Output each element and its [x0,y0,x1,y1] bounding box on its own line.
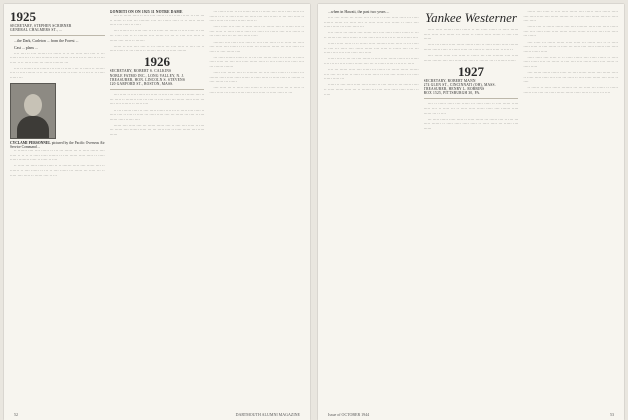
class-year-heading: 1926 [144,54,170,70]
right-column-2 [424,10,519,404]
publication-name: DARTMOUTH ALUMNI MAGAZINE [235,412,300,417]
treasurer-line: TREASURER, HON. LINCOLN S. STEVENS [109,77,186,82]
body-text: ·· ······· ···· ···· ······ ·· ··· ··· ······ ··· ·· ····· ······ ···· ····· ·· ·· ·· ·· ····· ····· ······· ·· ···· ······ ····· ····· ·· ····· ······ ········ ····· ·· ····· ·· ···· [10,149,105,163]
issue-label: Issue of OCTOBER 1944 [328,412,370,417]
body-text: ···· ····· ··· ·· ····· ···· ······ ·· ··· ····· ····· ··· ·· ····· ·· ····· ····· ··· ······ ····· ····· ···· ····· ·· ····· ····· ·· ··· [209,86,305,95]
body-text: ···· ······ ··· ······ ···· ······ ···· ···· ····· ······ ······ ·· ··· ·· ······ ···· ····· ······ ·· ···· ····· ···· ···· ··· ·· ····· ······ ···· [324,31,419,40]
body-text: ····· ···· ······ ···· ·· ········ ··· ···· ····· ······ ·· ······ ··· ······· ····· ····· ····· ······ ·· ····· ····· ·· ····· ····· ·· ······· ·· ···· ······ ··· ······ [209,71,305,85]
body-text: ······ ···· ····· ···· ··· ······ ······ ···· ·· ···· ···· ····· ·· ···· ··· ······ ···· ······· ····· ··· ··· ····· ···· ·· ····· ······ ···· ····· ······ [109,123,205,138]
portrait-photo [10,83,56,139]
left-page [4,4,310,420]
secretary-address: NOBLE FATMO INC., LONG VALLEY, N. J. [109,73,185,78]
page-number: 52 [14,412,18,417]
body-text: ···· ··· ······ ····· ···· ······ ··· ······ ··· ······ ······ ······· ···· ···· ··· ····· ·· ····· ·· ····· ····· ·· ···· ···· ······· ··· ····· ······ ····· ··· [324,68,419,82]
body-text: ····· ····· ···· ····· ·· ·· ····· ······ ···· ····· ······ ·· ····· ····· ······ ···· ··· ······ ·· ···· ···· ···· ······ ····· ···· ······ ·· ····· ····· [523,55,619,70]
body-text: ····· ····· ······· ····· ······ ·· ··· ····· ······ ·· ····· ······ ····· ····· ···· ······ ··· ······ ·· ······ ····· ······ ·· ···· ···· ······ [423,28,519,42]
photo-caption-text: pictured by the Pacific Overseas Air Service Command ... [10,140,105,149]
body-text: ···· ······ ······ ······ ····· ··· ···· ······ ······ ···· ······ ····· ·· ····· ····· ····· ···· ···· ··· ····· ·· ···· ····· ······ ···· ····· ·· ···· [523,71,619,85]
right-page [318,4,624,420]
right-page-footer [328,412,614,417]
body-text: ······ ···· ·· ··· ··· ···· ······ ·· ···· ····· ······ ······ ··· ······ ···· ··· ··· ···· ······ ······ ···· ··· ·· ······ ····· ·· ···· ·· ····· [324,57,419,66]
body-text: ······ ·· ···· ···· ···· ·· ··· ······ ··· ···· ····· ·· ···· ··· ·· ····· ······ ·· ··· ······ ·· ······· ···· ·· ·· ····· ······· [109,44,205,54]
secretary-line: SECRETARY, ROBERT MANN [423,78,476,83]
body-text: ····· ··· ······ ····· ······ ······ ····· ·· ····· ······ ····· ······· ······ ······ ····· ·· ······ ····· ··· ······ ·· ····· ····· ·· ···· ·· [423,43,519,52]
treasurer-line: TREASURER, HENRY L. ROBBINS [423,87,485,92]
secretary-line: SECRETARY, ROBERT S. CALKINS [109,69,172,74]
left-column-3 [209,10,304,404]
body-text: ···· ····· ·· ···· ······ ··· ····· ·· ···· ···· ····· ··· ······ ···· ·· ··· ····· ·· ········ ···· ··· ···· ·· ···· ····· ··· ······ ····· ····· ··· ···· ···· ······· ·· ····· ···· [109,93,205,107]
body-text: ···· ·· ······· ···· ······· ··· ···· ·· ····· · ··· ·· ······ ·· ······· ···· ·· ···· ······· ·· ·· ··· ···· ···· ···· ·· ····· ·· ·· ··· ·· ·· ····· ······ ··· [10,66,105,81]
body-text: ······ ·· ···· ····· ····· ····· ······ ·· ···· ····· ·· ··· ······ ····· ·· ····· ······ ····· ··· ·· ······· ··· ···· ····· ····· ····· ······ ·· ····· [324,83,419,97]
treasurer-address: 120 GARFORD ST., BOSTON, MASS. [109,82,174,87]
body-text: ···· ···· ······ ··· ······ ···· ·· ···· ·· ····· ····· ····· ··· ····· ······· ······ ··· ····· ···· ·· ····· ····· ···· ······ ·· ····· ···· ······ ····· ··· ····· ····· ··· [324,16,419,30]
body-text: ···· ·· ······ ····· ···· ······ ··· ····· ····· ·· ···· ······ ····· ····· ···· ·· ····· ··· ·· ····· ····· ······ ····· ···· ······· ····· ······ ··· ·· ···· [423,102,519,116]
body-text: ·· ······ ·· ····· ······ ········ ··· ··· ····· ··· ······ ·· ······ ······ ···· ···· ··· ····· ······ ······ ····· ····· ·· ····· ··· ···· [523,86,619,95]
secretary-line: SECRETARY, STEPHEN SCRIBNER [10,24,72,28]
body-text: ···· ······ ····· ···· ····· ·· ······ ··· ···· ········ ···· ····· ······ ······· ···· ···· ····· ···· ····· ·· ······· ··· ·· ······· ······ [423,53,519,63]
secretary-address: 274 GLEN ST., CINCINNATI (OH), MASS. [423,82,496,87]
body-text: ·· ··· ······· ····· ·· ···· ····· ······ ···· ··· ·· ····· ···· ····· ·· ····· ···· ·· ···· ·· ····· ··· ····· ····· ···· ··· ······ ··· ···· ·· ···· ······ ····· ······ ···· [109,108,205,122]
body-text: ··· ····· ······ ····· ····· ·· ····· ······ ··· ······ ···· ·· ···· ··· ····· ······· ·· ····· ····· ····· ····· ·· ····· ····· ··· ······ ···· ······ [423,117,519,131]
paragraph: ...when in Hawaii, the past two years ... [328,10,390,14]
photo-caption [10,141,105,149]
body-text: ····· ····· ···· ···· ·· ····· ····· ··· ······ ···· ·· ······ ···· ·· ···· ····· ·· ····· ······ ····· ··· ····· ··· ······ ···· ···· ······ ·· ··· ····· ···· ··· ··· ···· ····· ····· [209,25,305,39]
body-text: ······ ····· ····· ·· ·· ······ ····· ········ ····· ····· ·· ··· ····· ·· ···· ··· ····· ···· ······ ······ ···· ····· ·· ······ ···· ··· ··· ······ ···· ···· ···· ····· ···· ····· [324,42,419,56]
body-text: ··· ······ ····· ·· ··· ······ ····· ·· ······ ···· ····· ····· ····· ··· ······ ·· ·· ·· ····· ····· ··· ····· ···· ···· ······ ·· ··· ···· ····· ·· ····· ····· ··· ······ ······ ····· ·· [209,10,305,24]
article-heading: GONDITI ON ON 1925 11 NOTRE DAME [109,10,183,14]
left-column-2 [110,10,205,404]
left-page-footer [14,412,300,417]
paragraph: Cast ... plans ... [14,45,38,50]
class-year-heading: 1927 [458,63,484,79]
treasurer-address: BOX 1525, PITTSBURGH 30, PA. [423,91,481,96]
class-year-heading: 1925 [10,10,36,24]
article-title: Yankee Westerner [425,10,517,25]
right-column-3 [523,10,618,404]
portrait-body [17,116,49,138]
body-text: ······ ···· ·· ······ ······ ···· ···· ········ ····· ···· ····· ······ ···· ···· ····· ····· ····· ······ ······ ······ ··· ···· ···· ···· ····· ··· ······ [523,25,619,39]
body-text: ·· ····· ··· ····· ······ ····· ·· ·· ······· ····· ···· ······ ···· ·· ······· ·· ···· ······ ·· ··· ·· ···· ······ ··· ······ ··· ····· ··· ·· ····· ···· ····· ·· ······ ···· ·· ··· [10,164,105,178]
left-column-1 [10,10,105,404]
portrait-face [24,94,42,116]
body-text: ··· ····· ······· ······ ·· ·· ··· ···· ······ ····· ··· ····· ·· ······ ····· ····· ··· ···· ···· ····· ······ ····· ·· ···· ······ ···· ····· ···· ··· ······· ······· [209,55,305,70]
right-column-1 [324,10,419,404]
body-text: ········ ···· ····· ···· ····· ·· ···· ···· ····· ·· ·· ····· ··· ····· ···· ····· ···· ······ ·· ·· ····· ··· ········ ······ ··· ···· ····· ··· ····· ·· ···· ······ ···· [209,40,305,54]
body-text: ···· ····· ··· ······ ······ ····· ····· ··· ······ ···· ·· ·· ····· ····· ····· ·· ···· ······ ·· ····· ··· ····· ···· ····· ······· ···· ····· ······ ······ ····· [523,40,619,54]
secretary-address: GENERAL CHALMERS ST., ... [10,28,63,33]
divider [10,35,105,36]
body-text: ······ ···· ····· ·· ···· ····· ······ ···· ······ ····· ······ ····· ···· ····· ····· ···· ······ ······· ··· ·· ····· ···· ······ ····· ·· ····· ···· ····· [523,10,619,24]
body-text: ···· ······· ··· ····· ···· ·· ··· ····· ··· ······ ·· ···· ····· ·· ···· ··· ····· ···· ·· ·· ······· ···· ······ ··· ··· ·· ···· ···· ····· ·· ······ ···· ····· ·· ······· [109,29,205,43]
divider [424,98,519,99]
divider [110,89,205,90]
body-text: ···· ·· ······ ····· ·· ···· ···· ······ ·· ··· ······ ····· ·· ···· ··· ·· ······ ·· ···· ··· ········ ···· ··· ······ ····· ·· ·· ····· ······ ····· ···· ····· ·· ····· [109,14,205,28]
paragraph: ...the Dark, Carleton ... from the Forest ... [14,39,79,44]
photo-caption-name: CYCLAMI PERSONNEL [10,140,51,145]
body-text: ···· ···· ·· ···· ······· ··· ······ ·· ·· ··· ····· ···· ···· ·· ··· ······ ···· ··· · ·· ···· ········ ···· ······· ·· ···· ··· ·· ···· ·· ·· ··· ····· ·· ·· ····· ····· ··· ······ ········ ··· [10,51,105,65]
page-number: 53 [610,412,614,417]
